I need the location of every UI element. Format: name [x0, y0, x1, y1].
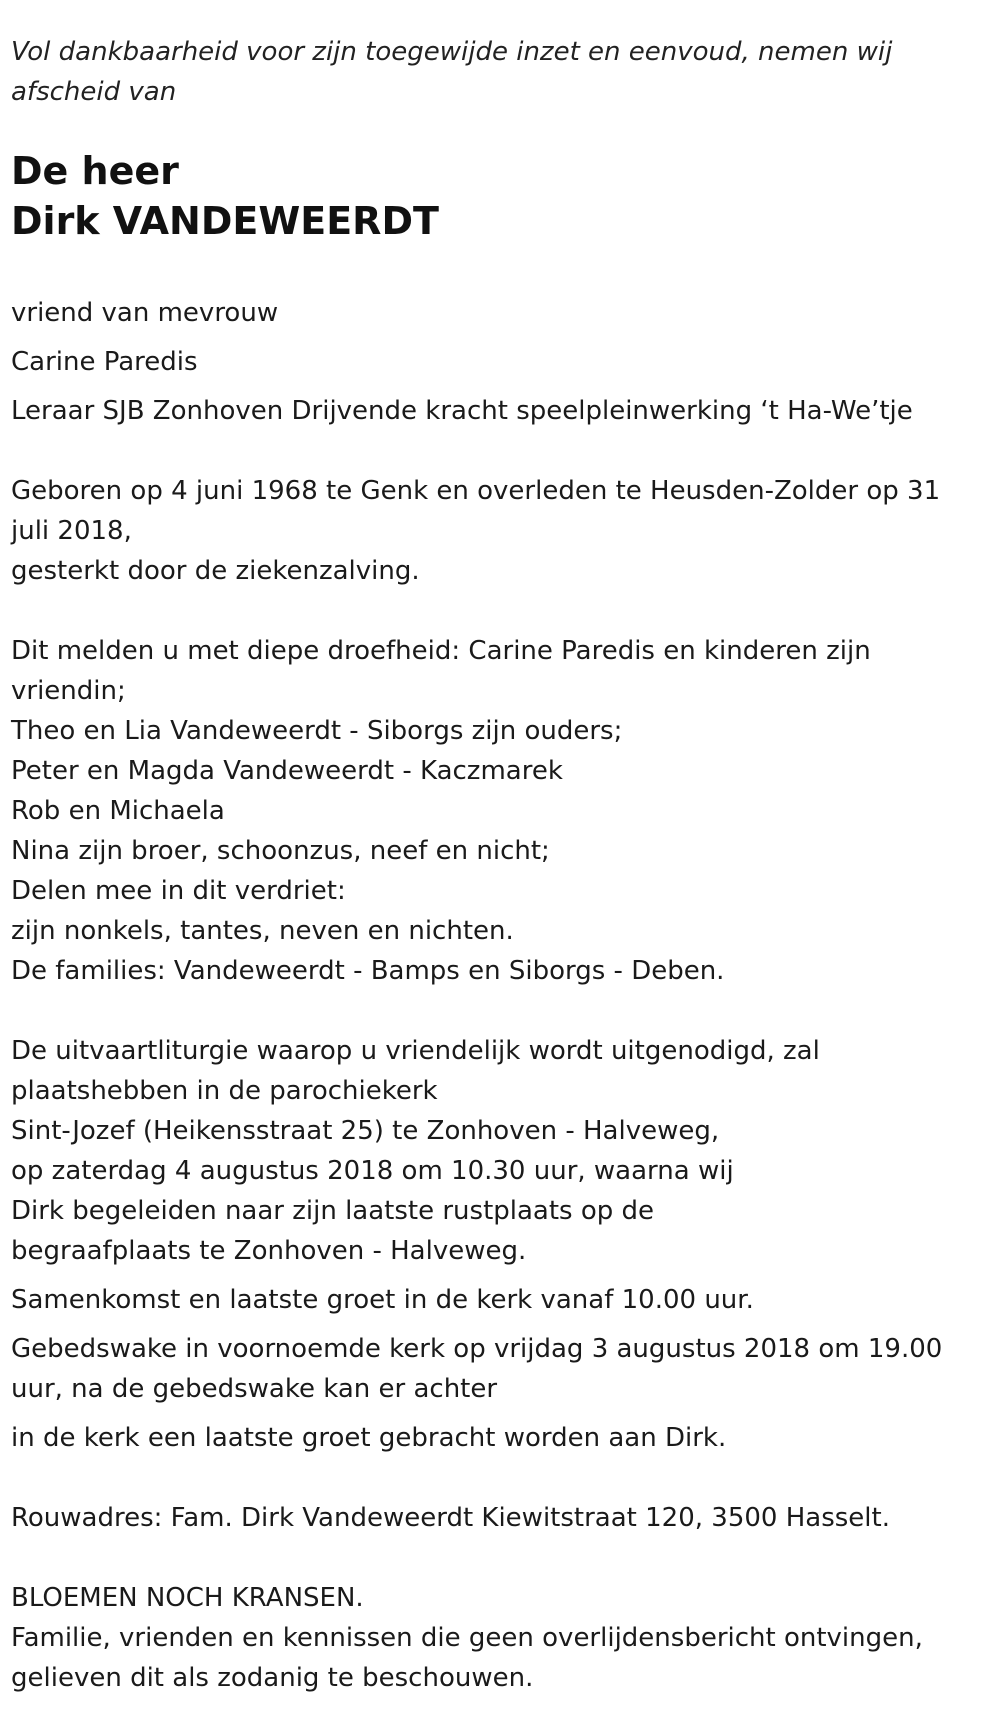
- mourners-line: Delen mee in dit verdriet:: [11, 876, 346, 906]
- gathering-text: Samenkomst en laatste groet in de kerk vanaf 10.00 uur.: [11, 1285, 754, 1315]
- deceased-name: Dirk VANDEWEERDT: [11, 199, 439, 243]
- closing-line: Familie, vrienden en kennissen die geen overlijdensbericht ontvingen,: [11, 1623, 923, 1653]
- mourners-line: De families: Vandeweerdt - Bamps en Siborgs - Deben.: [11, 956, 725, 986]
- salutation: De heer: [11, 149, 179, 193]
- birth-death-paragraph: [11, 471, 986, 591]
- mourning-address: Rouwadres: Fam. Dirk Vandeweerdt Kiewitstraat 120, 3500 Hasselt.: [11, 1503, 890, 1533]
- mourners-line: Peter en Magda Vandeweerdt - Kaczmarek: [11, 756, 563, 786]
- intro-line: Vol dankbaarheid voor zijn toegewijde inzet en eenvoud, nemen wij: [11, 37, 893, 67]
- relation-occupation: Leraar SJB Zonhoven Drijvende kracht speelpleinwerking ‘t Ha-We’tje: [11, 396, 913, 426]
- mourners-line: Nina zijn broer, schoonzus, neef en nicht;: [11, 836, 550, 866]
- obituary-notice: [11, 32, 986, 1698]
- closing-line: gelieven dit als zodanig te beschouwen.: [11, 1663, 534, 1693]
- intro-line: afscheid van: [11, 77, 177, 107]
- intro-text: [11, 32, 986, 112]
- closing-line: BLOEMEN NOCH KRANSEN.: [11, 1583, 364, 1613]
- relation-partner: Carine Paredis: [11, 347, 198, 377]
- vigil-paragraph: [11, 1329, 986, 1409]
- funeral-line: op zaterdag 4 augustus 2018 om 10.30 uur, waarna wij: [11, 1156, 734, 1186]
- birth-death-line: Geboren op 4 juni 1968 te Genk en overleden te Heusden-Zolder op 31: [11, 476, 941, 506]
- vigil-closing-line: in de kerk een laatste groet gebracht worden aan Dirk.: [11, 1423, 727, 1453]
- closing-paragraph: [11, 1578, 986, 1698]
- relation-friend: vriend van mevrouw: [11, 298, 279, 328]
- mourners-line: Theo en Lia Vandeweerdt - Siborgs zijn ouders;: [11, 716, 623, 746]
- vigil-line: uur, na de gebedswake kan er achter: [11, 1374, 498, 1404]
- birth-death-line: juli 2018,: [11, 516, 132, 546]
- funeral-line: De uitvaartliturgie waarop u vriendelijk wordt uitgenodigd, zal: [11, 1036, 820, 1066]
- vigil-line: Gebedswake in voornoemde kerk op vrijdag 3 augustus 2018 om 19.00: [11, 1334, 943, 1364]
- mourners-line: zijn nonkels, tantes, neven en nichten.: [11, 916, 514, 946]
- funeral-line: Sint-Jozef (Heikensstraat 25) te Zonhoven - Halveweg,: [11, 1116, 720, 1146]
- funeral-line: begraafplaats te Zonhoven - Halveweg.: [11, 1236, 527, 1266]
- mourners-paragraph: [11, 631, 986, 991]
- mourners-line: vriendin;: [11, 676, 126, 706]
- mourners-line: Dit melden u met diepe droefheid: Carine Paredis en kinderen zijn: [11, 636, 871, 666]
- funeral-line: Dirk begeleiden naar zijn laatste rustplaats op de: [11, 1196, 655, 1226]
- funeral-line: plaatshebben in de parochiekerk: [11, 1076, 438, 1106]
- deceased-title: [11, 146, 986, 246]
- birth-death-line: gesterkt door de ziekenzalving.: [11, 556, 420, 586]
- mourners-line: Rob en Michaela: [11, 796, 225, 826]
- funeral-paragraph: [11, 1031, 986, 1271]
